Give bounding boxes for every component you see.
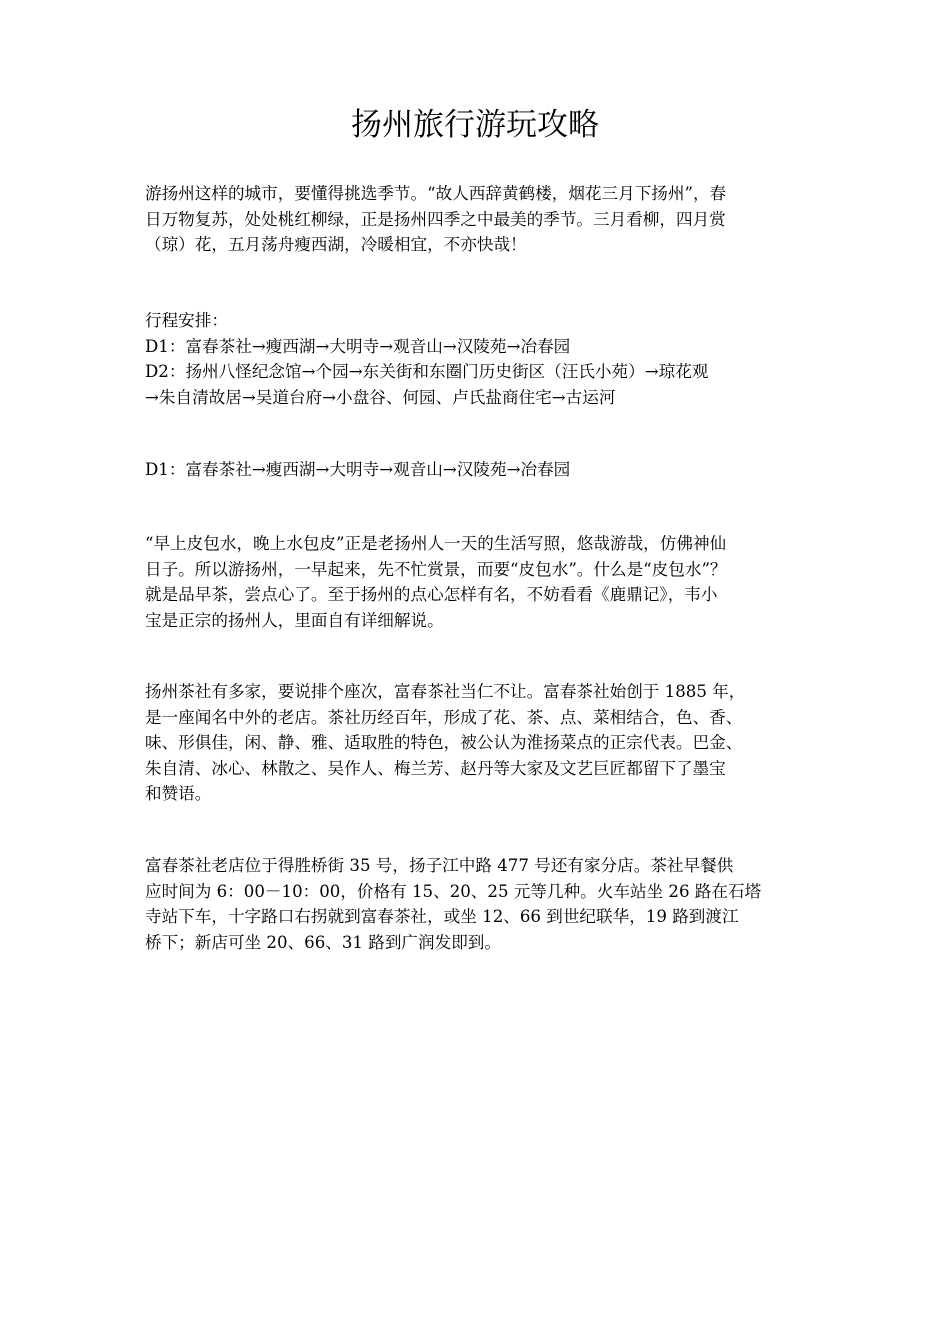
intro-line: 日万物复苏，处处桃红柳绿，正是扬州四季之中最美的季节。三月看柳，四月赏	[145, 209, 726, 229]
address-line: 寺站下车，十字路口右拐就到富春茶社，或坐 12、66 到世纪联华，19 路到渡江	[145, 907, 739, 926]
itinerary-day2-line: →朱自清故居→吴道台府→小盘谷、何园、卢氏盐商住宅→古运河	[145, 387, 616, 407]
intro-paragraph	[145, 181, 808, 258]
breakfast-line: 就是品早茶，尝点心了。至于扬州的点心怎样有名，不妨看看《鹿鼎记》，韦小	[145, 585, 718, 604]
teahouse-line: 扬州茶社有多家，要说排个座次，富春茶社当仁不让。富春茶社始创于 1885 年，	[145, 682, 746, 701]
itinerary-heading: 行程安排：	[145, 311, 228, 330]
address-line: 应时间为 6：00－10：00，价格有 15、20、25 元等几种。火车站坐 26 路在石塔	[145, 881, 762, 901]
itinerary-day2-line: D2：扬州八怪纪念馆→个园→东关街和东圈门历史街区（汪氏小苑）→琼花观	[145, 362, 709, 381]
address-paragraph	[145, 853, 808, 955]
breakfast-line: 日子。所以游扬州，一早起来，先不忙赏景，而要“皮包水”。什么是“皮包水”？	[145, 559, 727, 579]
teahouse-line: 朱自清、冰心、林散之、吴作人、梅兰芳、赵丹等大家及文艺巨匠都留下了墨宝	[145, 758, 726, 778]
teahouse-line: 是一座闻名中外的老店。茶社历经百年，形成了花、茶、点、菜相结合，色、香、	[145, 707, 743, 727]
teahouse-line: 和赞语。	[145, 784, 212, 803]
breakfast-paragraph	[145, 531, 808, 633]
itinerary-section	[145, 308, 808, 410]
intro-line: 游扬州这样的城市，要懂得挑选季节。“故人西辞黄鹤楼，烟花三月下扬州”，春	[145, 184, 727, 203]
itinerary-day1: D1：富春茶社→瘦西湖→大明寺→观音山→汉陵苑→冶春园	[145, 336, 571, 356]
address-line: 富春茶社老店位于得胜桥街 35 号，扬子江中路 477 号还有家分店。茶社早餐供	[145, 856, 734, 875]
intro-line: （琼）花，五月荡舟瘦西湖，冷暖相宜，不亦快哉！	[145, 235, 527, 254]
breakfast-line: “早上皮包水，晚上水包皮”正是老扬州人一天的生活写照，悠哉游哉，仿佛神仙	[145, 534, 727, 553]
teahouse-paragraph	[145, 679, 808, 807]
page-title: 扬州旅行游玩攻略	[351, 107, 599, 143]
teahouse-line: 味、形俱佳，闲、静、雅、适取胜的特色，被公认为淮扬菜点的正宗代表。巴金、	[145, 733, 743, 752]
breakfast-line: 宝是正宗的扬州人，里面自有详细解说。	[145, 610, 444, 630]
day1-heading	[145, 457, 808, 483]
day1-heading-text: D1：富春茶社→瘦西湖→大明寺→观音山→汉陵苑→冶春园	[145, 460, 571, 479]
address-line: 桥下；新店可坐 20、66、31 路到广润发即到。	[145, 932, 501, 952]
